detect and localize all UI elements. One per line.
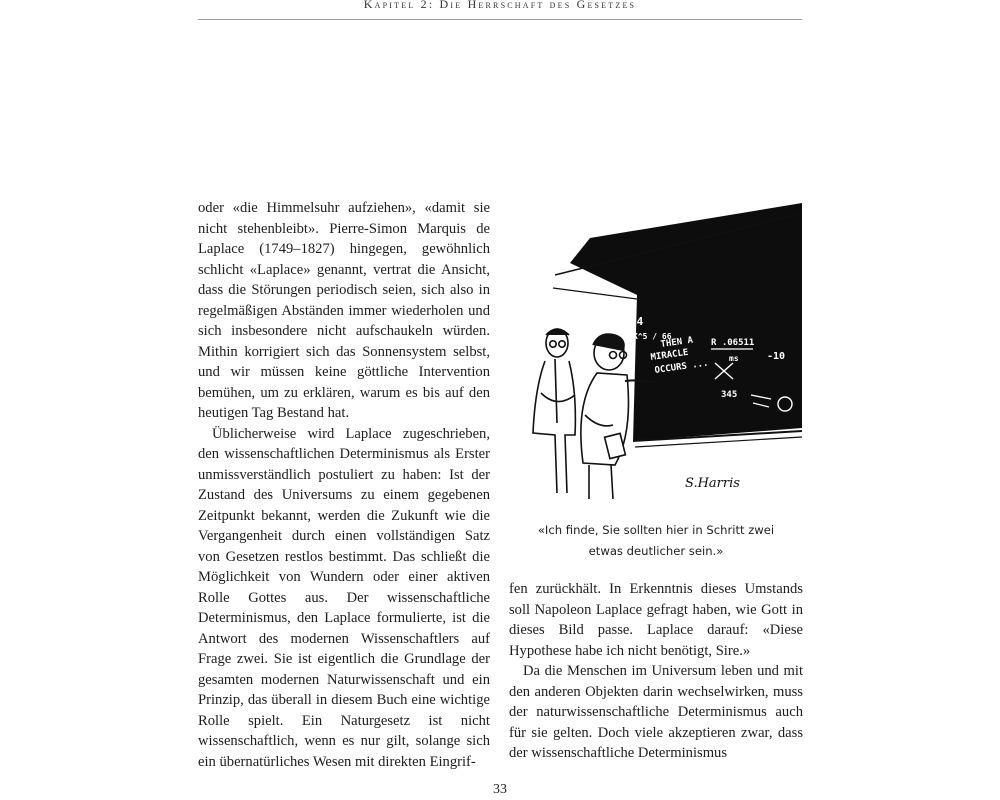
chalk-formula: 2r3 = 6.24 (577, 315, 644, 328)
chalk-text: OCCURS ... (654, 358, 710, 376)
right-text-column (509, 579, 803, 764)
figure-caption (509, 520, 803, 562)
page-number: 33 (493, 782, 507, 797)
chalk-formula: R .06511 (711, 338, 755, 348)
chalk-text: THEN A (660, 335, 694, 350)
running-head: Kapitel 2: Die Herrschaft des Gesetzes (363, 0, 637, 11)
cartoon-illustration (515, 203, 802, 508)
wall-line (553, 288, 637, 299)
chalk-formula: ms (729, 354, 739, 363)
chalk-formula: K^5 / 66 (633, 332, 672, 341)
caption-line: etwas deutlicher sein.» (588, 544, 724, 558)
chalk-formula: 345 (721, 390, 738, 400)
chalk-text: MIRACLE (650, 347, 689, 363)
chalk-formula: -10 (767, 351, 786, 362)
paragraph: Da die Menschen im Universum leben und mit den anderen Objekten darin wechselwirken, muss der naturwissenschaftliche Determinismus auch für sie gelten. Doch viele akzeptieren zwar, dass der wissenschaftliche Determinismus (509, 663, 803, 761)
artist-signature: S.Harris (685, 476, 740, 491)
paragraph: oder «die Himmelsuhr aufziehen», «damit sie nicht stehenbleibt». Pierre-Simon Marquis de Laplace (1749–1827) hingegen, gewöhnlich schlicht «Laplace» genannt, vertrat die Ansicht, dass die Störungen periodisch seien, sich also in regelmäßigen Abständen immer wiederholen und sich insbesondere nicht aufschaukeln würden. Mithin korrigiert sich das Sonnensystem selbst, und wir müssen keine göttliche Intervention bemühen, um zu erklären, warum es bis auf den heutigen Tag Bestand hat. (198, 200, 490, 421)
scientist-left (533, 329, 575, 493)
header-rule (198, 19, 802, 20)
paragraph: Üblicherweise wird Laplace zugeschrieben, den wissenschaftlichen Determinismus als Erster unmissverständlich postuliert zu haben: Ist der Zustand des Universums zu einem gegebenen Zeitpunkt bekannt, werden die Zukunft wie die Vergangenheit durch einen vollständigen Satz von Gesetzen restlos bestimmt. Das schließt die Möglichkeit von Wundern oder einer aktiven Rolle Gottes aus. Der wissenschaftliche Determinismus, den Laplace formulierte, ist die Antwort des modernen Wissenschaftlers auf Frage zwei. Sie ist eigentlich die Grundlage der gesamten modernen Naturwissenschaft und ein Prinzip, das überall in diesem Buch eine wichtige Rolle spielt. Ein Naturgesetz ist nicht wissenschaftlich, wenn es nur gilt, solange sich ein übernatürliches Wesen mit direkten Eingrif- (198, 425, 490, 770)
caption-line: «Ich finde, Sie sollten hier in Schritt zwei (537, 523, 775, 537)
left-text-column (198, 198, 490, 772)
paragraph: fen zurückhält. In Erkenntnis dieses Umstands soll Napoleon Laplace gefragt haben, wie Gott in dieses Bild passe. Laplace darauf: «Diese Hypothese habe ich nicht benötigt, Sire.» (509, 581, 803, 659)
